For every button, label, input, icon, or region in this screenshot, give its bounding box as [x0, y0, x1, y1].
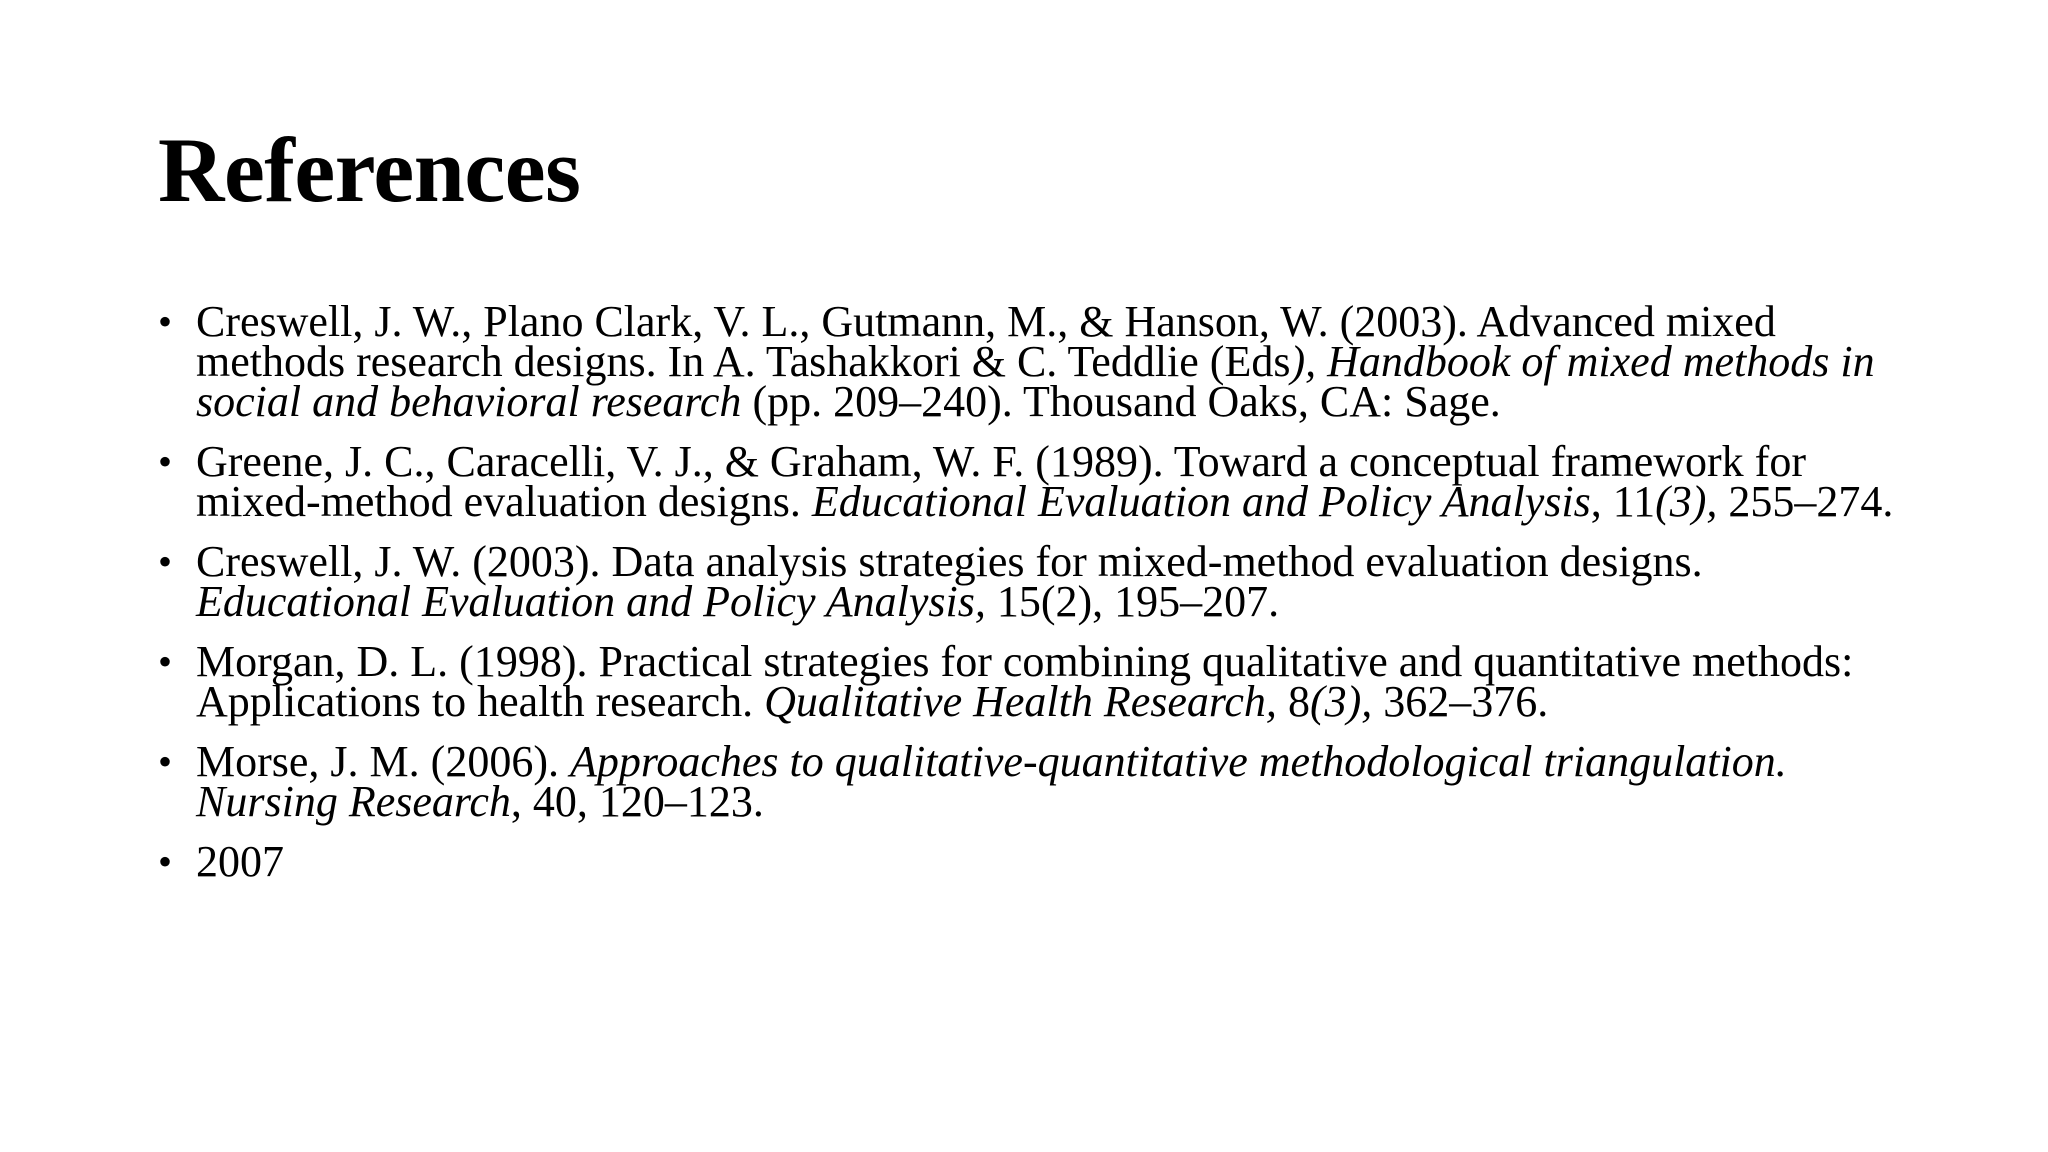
reference-italic-text: (3),	[1655, 477, 1718, 526]
reference-text: , 40, 120–123.	[510, 777, 764, 826]
reference-text: (pp. 209–240). Thousand Oaks, CA: Sage.	[741, 377, 1501, 426]
reference-italic-text: Educational Evaluation and Policy Analysis,	[196, 577, 986, 626]
reference-text: Morse, J. M. (2006).	[196, 737, 570, 786]
bullet-icon: •	[158, 639, 173, 684]
reference-italic-text: ), Handbook of mixed methods in social and behavioral research	[196, 337, 1875, 426]
reference-text: Creswell, J. W., Plano Clark, V. L., Gutmann, M., & Hanson, W. (2003). Advanced mixed methods research designs. In A. Tashakkori & C. Teddlie (Eds	[196, 297, 1776, 386]
reference-text: 362–376.	[1372, 677, 1549, 726]
bullet-icon: •	[158, 299, 173, 344]
reference-text: 255–274.	[1717, 477, 1894, 526]
reference-italic-text: Approaches to qualitative-quantitative methodological triangulation. Nursing Research	[196, 737, 1787, 826]
reference-item	[158, 737, 1918, 826]
reference-text: , 11	[1590, 477, 1656, 526]
reference-text: Greene, J. C., Caracelli, V. J., & Graham, W. F. (1989). Toward a conceptual framework for mixed-method evaluation designs.	[196, 437, 1806, 526]
reference-italic-text: Qualitative Health Research,	[764, 677, 1277, 726]
slide-title: References	[158, 119, 581, 221]
reference-text: Creswell, J. W. (2003). Data analysis strategies for mixed-method evaluation designs.	[196, 537, 1703, 586]
reference-item	[158, 437, 1918, 526]
bullet-icon: •	[158, 539, 173, 584]
reference-italic-text: Educational Evaluation and Policy Analysis	[811, 477, 1591, 526]
reference-item	[158, 837, 1918, 886]
reference-text: 15(2), 195–207.	[985, 577, 1280, 626]
bullet-icon: •	[158, 839, 173, 884]
reference-italic-text: (3),	[1309, 677, 1373, 726]
reference-text: Morgan, D. L. (1998). Practical strategies for combining qualitative and quantitative methods: Applications to health research.	[196, 637, 1854, 726]
reference-list	[158, 297, 1918, 902]
reference-item	[158, 297, 1918, 426]
bullet-icon: •	[158, 739, 173, 784]
bullet-icon: •	[158, 439, 173, 484]
reference-text: 8	[1276, 677, 1310, 726]
reference-item	[158, 637, 1918, 726]
reference-text: 2007	[196, 837, 284, 886]
reference-item	[158, 537, 1918, 626]
